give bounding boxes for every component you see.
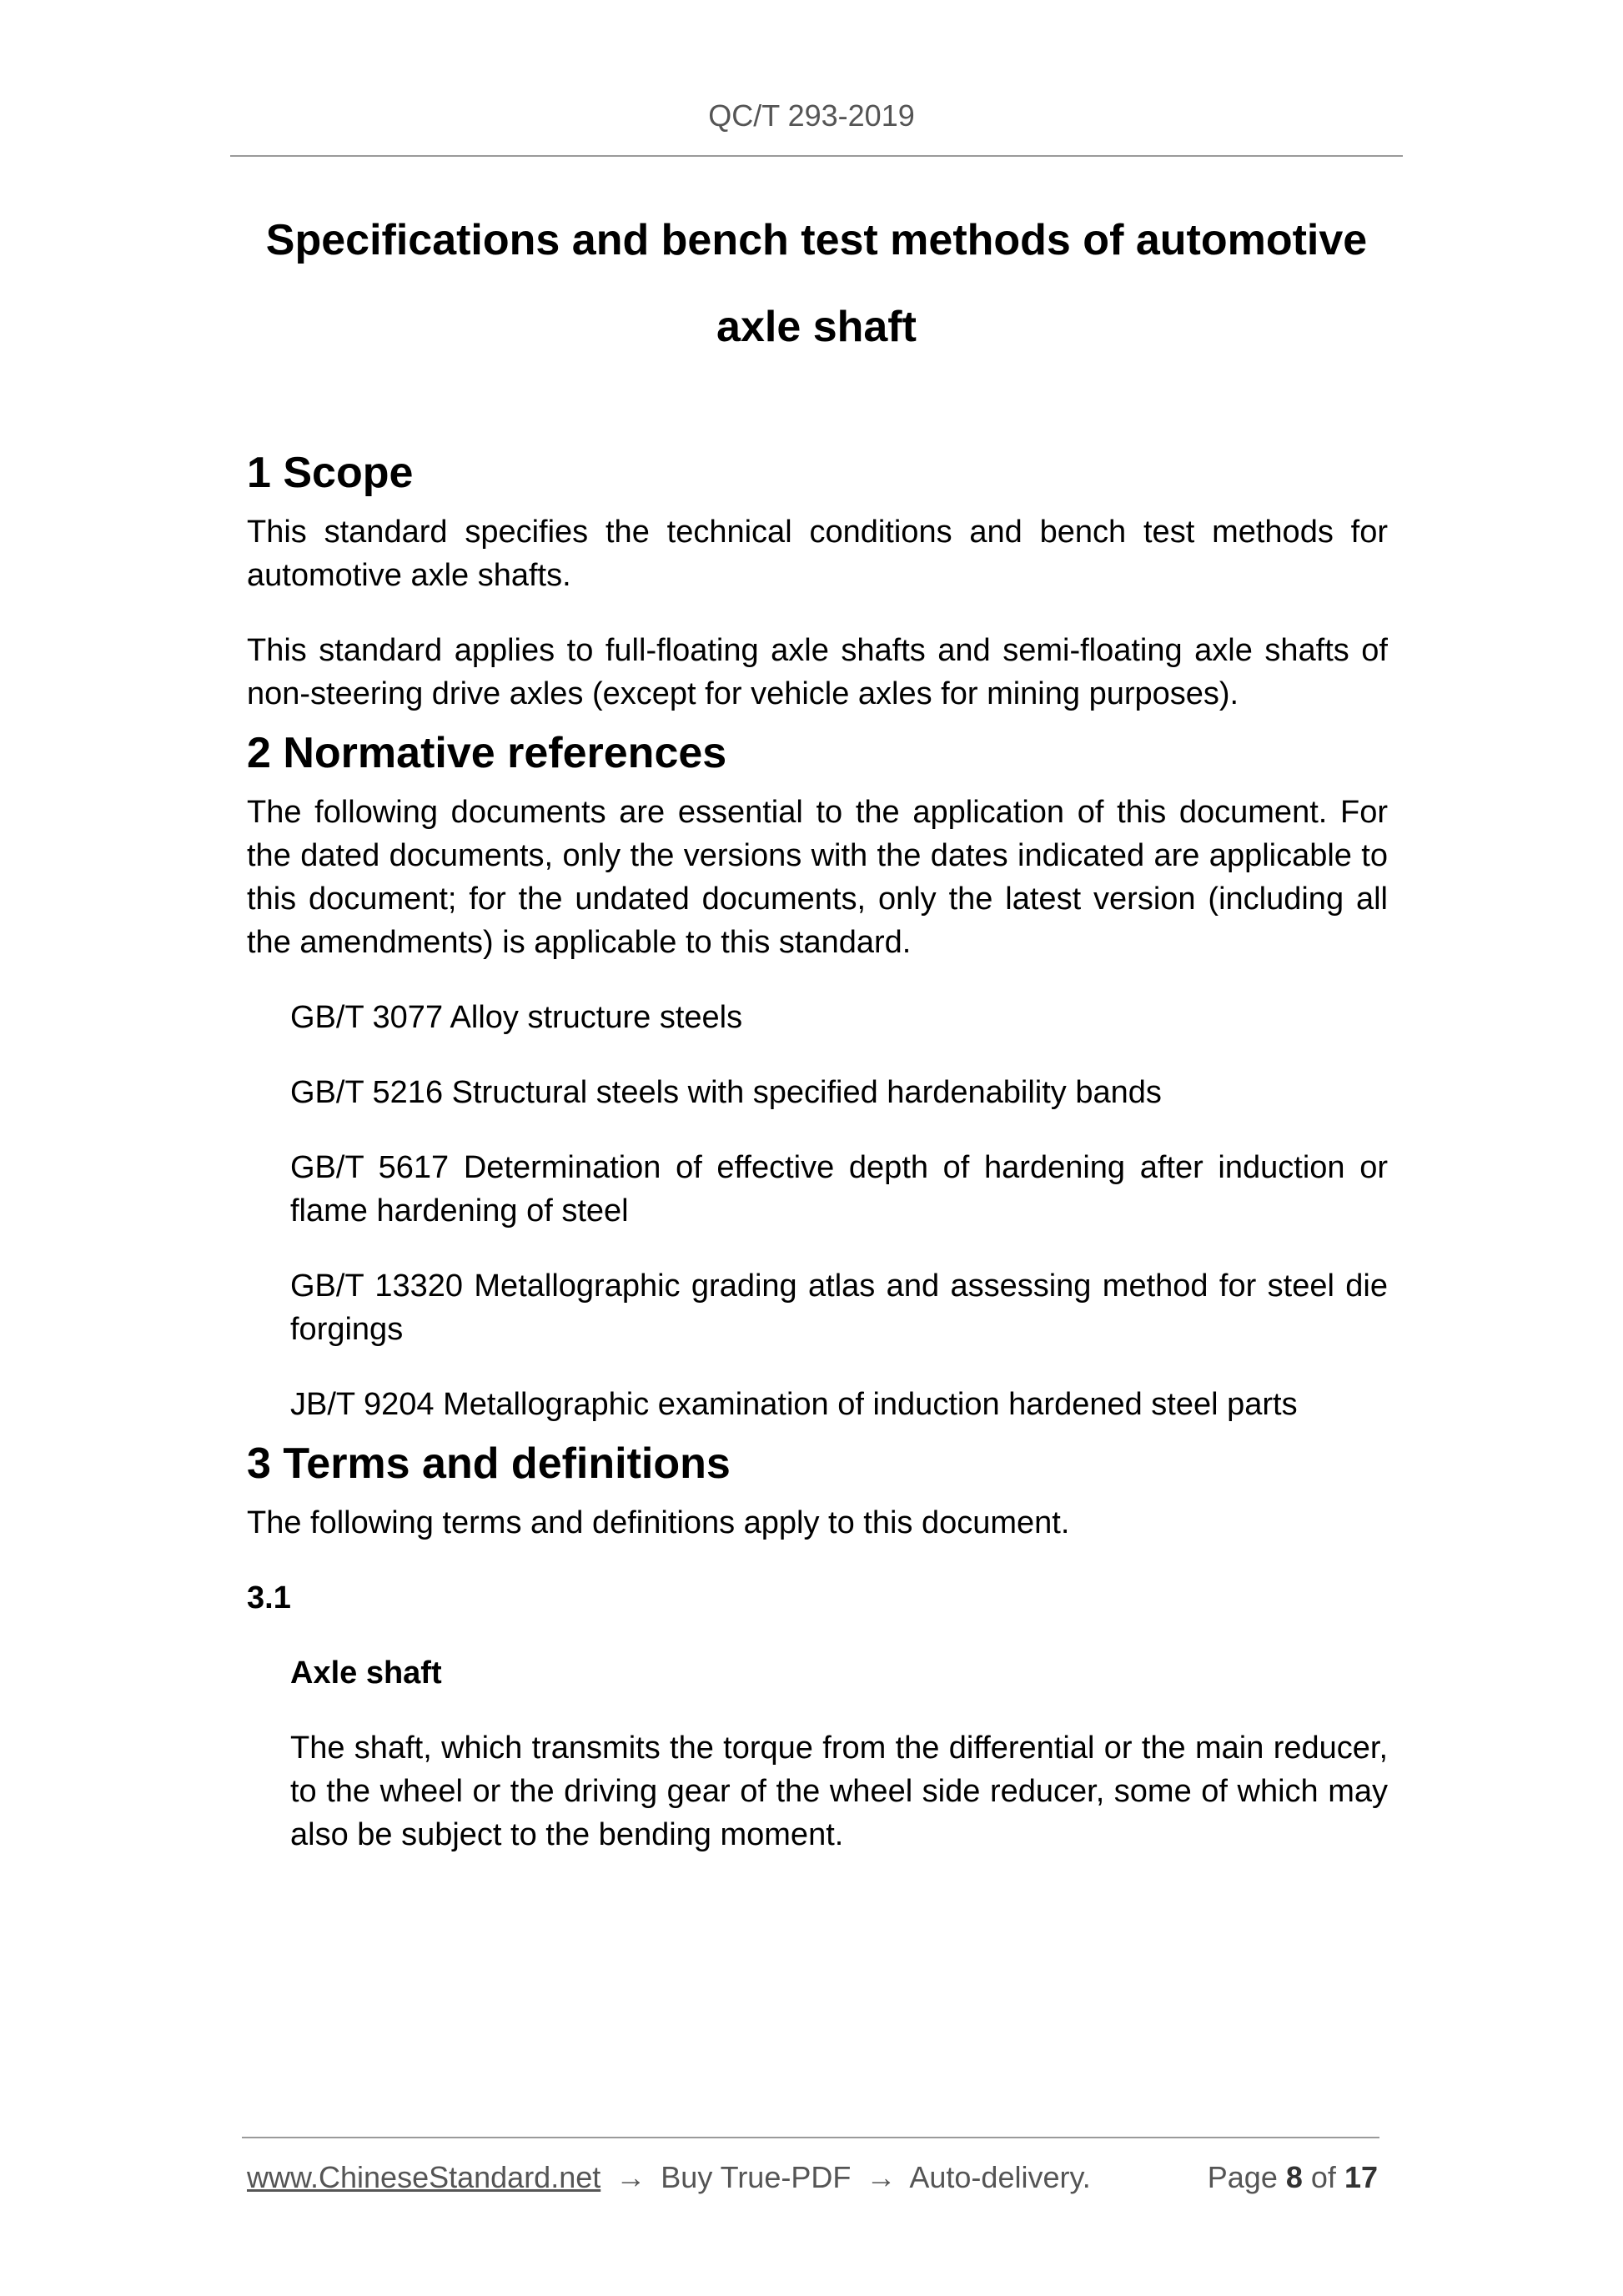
term-name: Axle shaft [290, 1655, 442, 1691]
page-total-number: 17 [1344, 2160, 1378, 2194]
footer-promo [247, 2160, 1091, 2195]
normative-intro-paragraph: The following documents are essential to the application of this document. For the dated documents, only the versions with the dates indicated are applicable to this document; for the undated documents, only the latest version (including all the amendments) is applicable to this standard. [247, 795, 1388, 960]
section-heading-terms-definitions: 3 Terms and definitions [247, 1439, 731, 1488]
reference-item: GB/T 13320 Metallographic grading atlas and assessing method for steel die forgings [290, 1269, 1388, 1347]
terms-intro-paragraph: The following terms and definitions apply to this document. [247, 1505, 1070, 1540]
auto-delivery-text: Auto-delivery. [909, 2160, 1091, 2194]
page-label: Page [1207, 2160, 1278, 2194]
scope-paragraph-2: This standard applies to full-floating axle shafts and semi-floating axle shafts of non-steering drive axles (except for vehicle axles for mining purposes). [247, 633, 1388, 711]
arrow-right-icon: → [866, 2160, 897, 2194]
page-current-number: 8 [1285, 2160, 1303, 2194]
term-number: 3.1 [247, 1580, 291, 1615]
section-heading-normative-references: 2 Normative references [247, 729, 727, 777]
document-title [230, 197, 1403, 370]
reference-item: GB/T 5617 Determination of effective depth of hardening after induction or flame hardening of steel [290, 1150, 1388, 1228]
of-label: of [1310, 2160, 1336, 2194]
arrow-right-icon: → [616, 2160, 646, 2194]
document-body [247, 435, 1388, 1856]
page-indicator [1208, 2160, 1378, 2195]
page-footer [247, 2160, 1378, 2195]
document-title-line2: axle shaft [716, 303, 917, 351]
buy-true-pdf-text: Buy True-PDF [661, 2160, 852, 2194]
document-code-header: QC/T 293-2019 [708, 98, 915, 133]
footer-divider [242, 2137, 1379, 2138]
reference-item: GB/T 5216 Structural steels with specified hardenability bands [290, 1075, 1162, 1110]
section-heading-scope: 1 Scope [247, 449, 414, 497]
reference-item: JB/T 9204 Metallographic examination of induction hardened steel parts [290, 1387, 1298, 1422]
chinesestandard-link[interactable]: www.ChineseStandard.net [247, 2160, 601, 2194]
header-divider [230, 155, 1403, 157]
term-definition: The shaft, which transmits the torque from the differential or the main reducer, to the wheel or the driving gear of the wheel side reducer, some of which may also be subject to the bending moment. [290, 1731, 1388, 1852]
reference-item: GB/T 3077 Alloy structure steels [290, 1000, 743, 1035]
document-title-line1: Specifications and bench test methods of automotive [265, 216, 1368, 264]
scope-paragraph-1: This standard specifies the technical conditions and bench test methods for automotive axle shafts. [247, 515, 1388, 593]
